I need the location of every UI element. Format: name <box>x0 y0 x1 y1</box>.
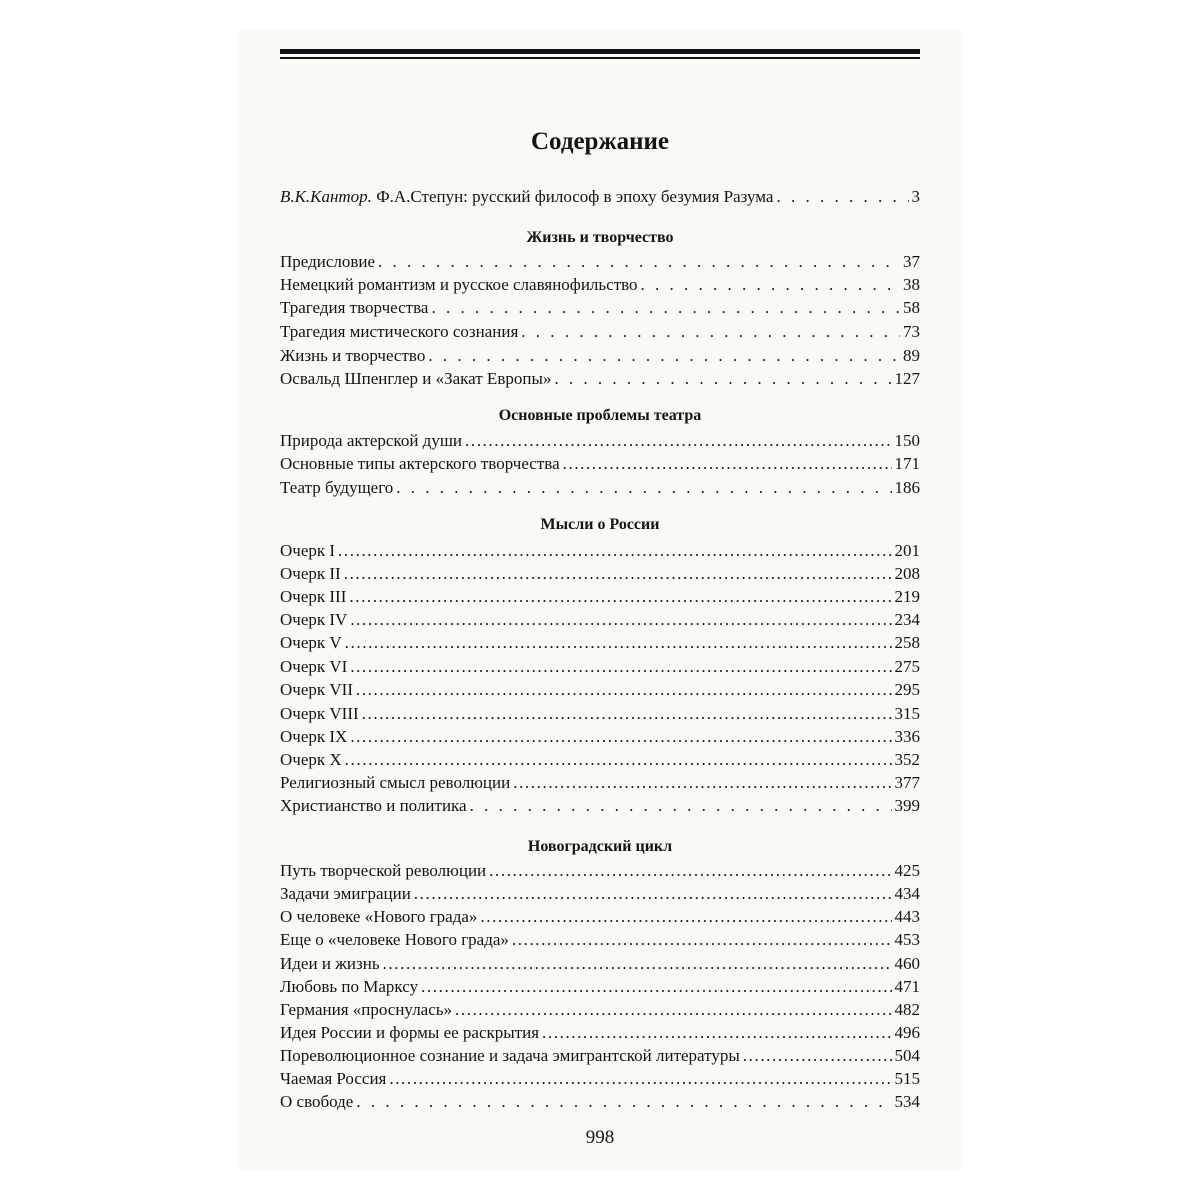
toc-entry: Очерк V ..... 258 <box>280 631 920 654</box>
toc-entry: Пореволюционное сознание и задача эмигрантской литературы ..... 504 <box>280 1044 920 1067</box>
toc-entry: Жизнь и творчество . . . 89 <box>280 344 920 367</box>
page-number: 3 <box>911 187 920 206</box>
section-heading: Жизнь и творчество <box>526 229 674 246</box>
header-rule-thin <box>280 57 920 59</box>
toc-entry-intro <box>280 185 920 208</box>
toc-entry: Очерк X ..... 352 <box>280 748 920 771</box>
toc-entry: Задачи эмиграции ..... 434 <box>280 882 920 905</box>
toc-entry: Религиозный смысл революции ..... 377 <box>280 771 920 794</box>
toc-entry: Очерк IX ..... 336 <box>280 725 920 748</box>
toc-entry: Любовь по Марксу ..... 471 <box>280 975 920 998</box>
toc-entry: Предисловие . . . 37 <box>280 250 920 273</box>
toc-entry: Основные типы актерского творчества ..... 171 <box>280 452 920 475</box>
toc-entry: Путь творческой революции ..... 425 <box>280 859 920 882</box>
toc-entry: Очерк I ..... 201 <box>280 539 920 562</box>
toc-entry: О свободе . . . 534 <box>280 1090 920 1113</box>
toc-entry: Освальд Шпенглер и «Закат Европы» . . . 127 <box>280 367 920 390</box>
book-page <box>238 30 962 1170</box>
header-rule-thick <box>280 49 920 54</box>
toc-entry: Очерк IV ..... 234 <box>280 608 920 631</box>
toc-entry: Театр будущего . . . 186 <box>280 476 920 499</box>
page-title: Содержание <box>530 128 669 155</box>
toc-entry: Природа актерской души ..... 150 <box>280 429 920 452</box>
page-number-footer: 998 <box>585 1127 615 1148</box>
toc-entry: Трагедия творчества . . . 58 <box>280 296 920 319</box>
toc-entry: Очерк II ..... 208 <box>280 562 920 585</box>
toc-entry: Очерк VIII ..... 315 <box>280 702 920 725</box>
toc-entry: Идеи и жизнь ..... 460 <box>280 952 920 975</box>
section-heading: Мысли о России <box>540 516 660 533</box>
toc-entry: Христианство и политика . . . 399 <box>280 794 920 817</box>
section-heading: Новоградский цикл <box>527 838 673 855</box>
toc-entry: Чаемая Россия ..... 515 <box>280 1067 920 1090</box>
toc-entry: Еще о «человеке Нового града» ..... 453 <box>280 928 920 951</box>
toc-entry: Германия «проснулась» ..... 482 <box>280 998 920 1021</box>
toc-entry: Трагедия мистического сознания . . . 73 <box>280 320 920 343</box>
intro-title: Ф.А.Степун: русский философ в эпоху безумия Разума <box>376 187 774 206</box>
toc-entry: Очерк VII ..... 295 <box>280 678 920 701</box>
toc-entry: Очерк III ..... 219 <box>280 585 920 608</box>
section-heading: Основные проблемы театра <box>498 407 702 424</box>
toc-entry: О человеке «Нового града» ..... 443 <box>280 905 920 928</box>
toc-entry: Очерк VI ..... 275 <box>280 655 920 678</box>
intro-author: В.К.Кантор. <box>280 187 372 206</box>
toc-entry: Идея России и формы ее раскрытия ..... 496 <box>280 1021 920 1044</box>
toc-entry: Немецкий романтизм и русское славянофильство . . . 38 <box>280 273 920 296</box>
dot-leader <box>776 185 908 208</box>
